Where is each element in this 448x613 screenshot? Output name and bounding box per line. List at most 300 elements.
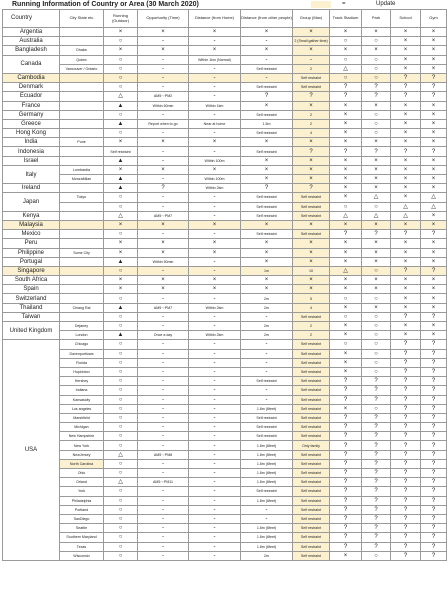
cell-city: Michigan: [60, 423, 104, 432]
cell-opportunity: -: [138, 423, 189, 432]
cell-distance-people: -: [241, 514, 293, 523]
cell-distance-people: Self restraint: [241, 129, 293, 138]
cell-opportunity: -: [138, 514, 189, 523]
cell-gym: ×: [421, 28, 447, 37]
cell-city: [60, 28, 104, 37]
cell-park: ?: [362, 432, 391, 441]
table-row: [3, 55, 447, 64]
cell-group: ×: [293, 28, 330, 37]
cell-running: ○: [104, 322, 138, 331]
cell-school: ×: [391, 101, 421, 110]
cell-group: Self restraint: [293, 83, 330, 92]
cell-distance-home: ×: [189, 138, 241, 147]
cell-group: 10: [293, 266, 330, 275]
table-row: [3, 220, 447, 229]
cell-running: ▲: [104, 303, 138, 312]
cell-school: ?: [391, 432, 421, 441]
cell-track: ?: [330, 92, 362, 101]
cell-school: ?: [391, 487, 421, 496]
cell-track: ×: [330, 358, 362, 367]
cell-track: ×: [330, 138, 362, 147]
cell-city: [60, 156, 104, 165]
cell-distance-home: -: [189, 349, 241, 358]
cell-city: [60, 211, 104, 220]
cell-city: [60, 129, 104, 138]
cell-distance-people: Self restraint: [241, 230, 293, 239]
cell-running: ○: [104, 404, 138, 413]
cell-distance-people: 1.5m: [241, 119, 293, 128]
cell-school: ?: [391, 450, 421, 459]
title-bar: [2, 0, 446, 9]
cell-distance-people: 1.8m (6feet): [241, 459, 293, 468]
table-row: [3, 294, 447, 303]
table-row: [3, 193, 447, 202]
update-legend-dash: =: [342, 1, 346, 7]
cell-distance-home: -: [189, 147, 241, 156]
table-row: [3, 119, 447, 128]
cell-track: ?: [330, 524, 362, 533]
cell-distance-home: -: [189, 450, 241, 459]
cell-opportunity: -: [138, 441, 189, 450]
cell-opportunity: -: [138, 432, 189, 441]
cell-school: ?: [391, 423, 421, 432]
cell-running: ○: [104, 505, 138, 514]
cell-city: York: [60, 487, 104, 496]
cell-park: ?: [362, 377, 391, 386]
cell-city: Qubec: [60, 55, 104, 64]
cell-group: Self restraint: [293, 386, 330, 395]
cell-track: ×: [330, 165, 362, 174]
cell-city: Philadelphia: [60, 496, 104, 505]
cell-gym: ?: [421, 266, 447, 275]
cell-distance-people: ×: [241, 165, 293, 174]
cell-running: Self restraint: [104, 147, 138, 156]
cell-gym: ?: [421, 423, 447, 432]
cell-distance-people: ×: [241, 175, 293, 184]
cell-gym: ×: [421, 55, 447, 64]
cell-running: △: [104, 211, 138, 220]
cell-track: ○: [330, 55, 362, 64]
cell-school: ?: [391, 469, 421, 478]
cell-track: ?: [330, 423, 362, 432]
cell-group: ×: [293, 285, 330, 294]
cell-park: ○: [362, 129, 391, 138]
cell-gym: ×: [421, 175, 447, 184]
cell-opportunity: ×: [138, 285, 189, 294]
table-row: [3, 413, 447, 422]
cell-group: Self restraint: [293, 478, 330, 487]
cell-school: ?: [391, 367, 421, 376]
cell-distance-home: -: [189, 129, 241, 138]
table-row: [3, 487, 447, 496]
header-track: Track Stadium: [330, 10, 362, 28]
cell-running: ○: [104, 496, 138, 505]
cell-opportunity: -: [138, 395, 189, 404]
cell-group: 2: [293, 322, 330, 331]
cell-gym: ×: [421, 294, 447, 303]
header-distance-people: Distance (from other people): [241, 10, 293, 28]
cell-group: ×: [293, 165, 330, 174]
cell-country: Argentia: [3, 28, 60, 37]
cell-group: 2: [293, 331, 330, 340]
cell-park: ?: [362, 450, 391, 459]
cell-city: Seattle: [60, 524, 104, 533]
cell-park: ?: [362, 487, 391, 496]
cell-park: ×: [362, 101, 391, 110]
table-row: [3, 395, 447, 404]
cell-city: Vancouver / Ontario: [60, 64, 104, 73]
table-row: [3, 459, 447, 468]
table-row: [3, 257, 447, 266]
cell-park: ×: [362, 165, 391, 174]
cell-group: Self restraint: [293, 312, 330, 321]
cell-gym: ?: [421, 542, 447, 551]
table-body: [3, 28, 447, 561]
cell-distance-people: Self restraint: [241, 377, 293, 386]
cell-group: Self restraint: [293, 404, 330, 413]
cell-city: [60, 119, 104, 128]
cell-group: 2: [293, 119, 330, 128]
cell-distance-people: ×: [241, 257, 293, 266]
cell-track: ?: [330, 83, 362, 92]
cell-city: SanDiego: [60, 514, 104, 523]
cell-group: 2: [293, 110, 330, 119]
table-row: [3, 505, 447, 514]
cell-city: [60, 285, 104, 294]
cell-running: ×: [104, 220, 138, 229]
cell-running: ○: [104, 367, 138, 376]
cell-running: ○: [104, 514, 138, 523]
cell-track: ○: [330, 340, 362, 349]
cell-distance-home: ×: [189, 28, 241, 37]
cell-running: ○: [104, 469, 138, 478]
country-running-table: [2, 9, 447, 561]
cell-running: ○: [104, 524, 138, 533]
cell-city: [60, 147, 104, 156]
cell-distance-home: -: [189, 413, 241, 422]
table-row: [3, 129, 447, 138]
cell-school: ×: [391, 184, 421, 193]
cell-gym: ×: [421, 239, 447, 248]
cell-group: 2 (Small gather time): [293, 37, 330, 46]
cell-school: ×: [391, 257, 421, 266]
info-document: [2, 0, 446, 561]
cell-park: ?: [362, 92, 391, 101]
cell-running: ×: [104, 46, 138, 55]
cell-distance-home: -: [189, 92, 241, 101]
cell-track: ×: [330, 303, 362, 312]
cell-group: ?: [293, 147, 330, 156]
cell-track: ?: [330, 395, 362, 404]
cell-gym: ×: [421, 184, 447, 193]
cell-distance-home: -: [189, 404, 241, 413]
cell-gym: ?: [421, 413, 447, 422]
cell-gym: ×: [421, 285, 447, 294]
cell-group: Self restraint: [293, 432, 330, 441]
cell-park: ×: [362, 46, 391, 55]
cell-city: Tokyo: [60, 193, 104, 202]
table-row: [3, 367, 447, 376]
cell-country: Mexico: [3, 230, 60, 239]
cell-city: Kansascity: [60, 395, 104, 404]
cell-group: Self restraint: [293, 423, 330, 432]
cell-running: ×: [104, 28, 138, 37]
cell-distance-people: -: [241, 55, 293, 64]
table-row: [3, 533, 447, 542]
cell-group: Self restraint: [293, 469, 330, 478]
cell-school: ×: [391, 303, 421, 312]
cell-distance-home: -: [189, 367, 241, 376]
cell-distance-people: 1.8m (6feet): [241, 533, 293, 542]
cell-distance-people: 1.8m (6feet): [241, 404, 293, 413]
cell-city: [60, 276, 104, 285]
cell-distance-people: -: [241, 349, 293, 358]
cell-city: [60, 294, 104, 303]
cell-track: ?: [330, 413, 362, 422]
cell-distance-home: -: [189, 432, 241, 441]
cell-country: Taiwan: [3, 312, 60, 321]
table-row: [3, 404, 447, 413]
cell-country: Peru: [3, 239, 60, 248]
cell-opportunity: -: [138, 459, 189, 468]
cell-track: ?: [330, 459, 362, 468]
cell-opportunity: AM5～PM8: [138, 450, 189, 459]
cell-opportunity: AM5～PM2: [138, 92, 189, 101]
cell-opportunity: -: [138, 156, 189, 165]
cell-country: Singapore: [3, 266, 60, 275]
update-legend-swatch: [311, 1, 331, 8]
cell-distance-people: 1.8m (6feet): [241, 478, 293, 487]
cell-running: ○: [104, 377, 138, 386]
cell-city: Dhaka: [60, 46, 104, 55]
table-row: [3, 377, 447, 386]
cell-country: Ecuador: [3, 92, 60, 101]
cell-opportunity: -: [138, 358, 189, 367]
cell-group: 4: [293, 303, 330, 312]
cell-track: ×: [330, 156, 362, 165]
cell-opportunity: -: [138, 496, 189, 505]
cell-distance-people: -: [241, 312, 293, 321]
cell-group: 4: [293, 129, 330, 138]
cell-track: ×: [330, 322, 362, 331]
table-row: [3, 524, 447, 533]
cell-distance-people: 2m: [241, 331, 293, 340]
cell-park: ○: [362, 73, 391, 82]
table-row: [3, 423, 447, 432]
cell-gym: ×: [421, 165, 447, 174]
cell-track: ○: [330, 73, 362, 82]
cell-opportunity: -: [138, 193, 189, 202]
cell-gym: △: [421, 193, 447, 202]
cell-group: ×: [293, 276, 330, 285]
cell-city: New York: [60, 441, 104, 450]
cell-group: Self restraint: [293, 551, 330, 560]
cell-opportunity: Within 50min: [138, 257, 189, 266]
cell-group: Self restraint: [293, 340, 330, 349]
cell-city: Hershey: [60, 377, 104, 386]
cell-distance-home: -: [189, 312, 241, 321]
cell-distance-people: 1.8m (6feet): [241, 524, 293, 533]
cell-distance-home: -: [189, 294, 241, 303]
table-row: [3, 478, 447, 487]
cell-group: Self restraint: [293, 202, 330, 211]
cell-distance-people: Self restraint: [241, 202, 293, 211]
cell-city: Florida: [60, 358, 104, 367]
cell-school: ?: [391, 83, 421, 92]
cell-distance-home: -: [189, 459, 241, 468]
cell-group: ×: [293, 257, 330, 266]
cell-distance-home: -: [189, 340, 241, 349]
cell-opportunity: AM5～PM11: [138, 478, 189, 487]
cell-group: Self restraint: [293, 367, 330, 376]
cell-running: ○: [104, 230, 138, 239]
cell-running: ○: [104, 129, 138, 138]
cell-opportunity: ×: [138, 46, 189, 55]
cell-city: [60, 37, 104, 46]
cell-city: Some City: [60, 248, 104, 257]
cell-group: Self restraint: [293, 230, 330, 239]
cell-country: Bangladesh: [3, 46, 60, 55]
cell-city: Orland: [60, 478, 104, 487]
cell-distance-people: -: [241, 37, 293, 46]
cell-opportunity: -: [138, 469, 189, 478]
cell-country: Germany: [3, 110, 60, 119]
cell-school: ?: [391, 441, 421, 450]
cell-school: ×: [391, 193, 421, 202]
cell-school: ?: [391, 147, 421, 156]
cell-gym: ?: [421, 386, 447, 395]
cell-running: ○: [104, 193, 138, 202]
cell-country: Portugal: [3, 257, 60, 266]
cell-park: ○: [362, 367, 391, 376]
cell-opportunity: -: [138, 202, 189, 211]
cell-gym: ×: [421, 64, 447, 73]
header-opportunity: Opportunity (Time): [138, 10, 189, 28]
cell-distance-home: ×: [189, 285, 241, 294]
cell-running: ○: [104, 73, 138, 82]
cell-park: ?: [362, 441, 391, 450]
cell-track: ×: [330, 175, 362, 184]
cell-distance-home: -: [189, 322, 241, 331]
table-row: [3, 312, 447, 321]
cell-distance-home: -: [189, 257, 241, 266]
cell-country: Cambodia: [3, 73, 60, 82]
cell-gym: ×: [421, 101, 447, 110]
cell-track: △: [330, 211, 362, 220]
cell-school: ?: [391, 505, 421, 514]
cell-opportunity: -: [138, 312, 189, 321]
cell-distance-people: -: [241, 367, 293, 376]
cell-school: ×: [391, 119, 421, 128]
cell-city: Chicago: [60, 340, 104, 349]
table-row: [3, 64, 447, 73]
cell-distance-people: Self restraint: [241, 110, 293, 119]
header-row: [3, 10, 447, 28]
cell-distance-people: -: [241, 395, 293, 404]
cell-distance-home: -: [189, 487, 241, 496]
cell-distance-people: -: [241, 386, 293, 395]
cell-school: ×: [391, 285, 421, 294]
table-row: [3, 496, 447, 505]
header-school: School: [391, 10, 421, 28]
cell-city: [60, 73, 104, 82]
cell-gym: ?: [421, 367, 447, 376]
cell-running: ○: [104, 432, 138, 441]
cell-distance-home: ×: [189, 165, 241, 174]
cell-distance-people: 1.8m (6feet): [241, 450, 293, 459]
cell-park: ○: [362, 266, 391, 275]
cell-opportunity: ×: [138, 276, 189, 285]
cell-distance-people: -: [241, 505, 293, 514]
cell-distance-people: ×: [241, 28, 293, 37]
cell-opportunity: -: [138, 349, 189, 358]
cell-group: ×: [293, 220, 330, 229]
cell-country: Australia: [3, 37, 60, 46]
cell-running: ○: [104, 487, 138, 496]
cell-distance-home: -: [189, 37, 241, 46]
table-row: [3, 73, 447, 82]
cell-school: ?: [391, 496, 421, 505]
cell-distance-people: Self restraint: [241, 423, 293, 432]
cell-running: ○: [104, 423, 138, 432]
cell-distance-home: Within 1km (Normal): [189, 55, 241, 64]
cell-park: ×: [362, 239, 391, 248]
cell-park: ○: [362, 312, 391, 321]
cell-track: ?: [330, 487, 362, 496]
cell-school: ?: [391, 404, 421, 413]
cell-gym: ?: [421, 505, 447, 514]
cell-group: 2: [293, 64, 330, 73]
cell-group: Self restraint: [293, 505, 330, 514]
cell-park: ×: [362, 156, 391, 165]
cell-country: Hong Kong: [3, 129, 60, 138]
cell-park: ×: [362, 248, 391, 257]
cell-park: ?: [362, 395, 391, 404]
cell-track: ×: [330, 28, 362, 37]
cell-park: ○: [362, 349, 391, 358]
cell-track: ○: [330, 37, 362, 46]
cell-park: ×: [362, 28, 391, 37]
cell-group: ×: [293, 239, 330, 248]
cell-gym: ×: [421, 156, 447, 165]
cell-group: ×: [293, 248, 330, 257]
cell-track: ?: [330, 377, 362, 386]
cell-country: USA: [3, 340, 60, 561]
cell-group: Self restraint: [293, 73, 330, 82]
cell-city: Ohio: [60, 469, 104, 478]
cell-country: Greece: [3, 119, 60, 128]
cell-park: ?: [362, 524, 391, 533]
cell-park: △: [362, 193, 391, 202]
cell-running: ×: [104, 239, 138, 248]
cell-city: [60, 101, 104, 110]
cell-park: ?: [362, 423, 391, 432]
cell-group: Self restraint: [293, 349, 330, 358]
cell-track: ○: [330, 202, 362, 211]
cell-track: ×: [330, 367, 362, 376]
cell-running: ○: [104, 395, 138, 404]
cell-country: United Kingdom: [3, 322, 60, 340]
cell-distance-home: -: [189, 377, 241, 386]
cell-park: ?: [362, 533, 391, 542]
cell-school: ×: [391, 110, 421, 119]
cell-country: Indonesia: [3, 147, 60, 156]
cell-opportunity: -: [138, 413, 189, 422]
cell-opportunity: ×: [138, 165, 189, 174]
cell-running: ○: [104, 533, 138, 542]
cell-group: -: [293, 55, 330, 64]
cell-opportunity: -: [138, 110, 189, 119]
